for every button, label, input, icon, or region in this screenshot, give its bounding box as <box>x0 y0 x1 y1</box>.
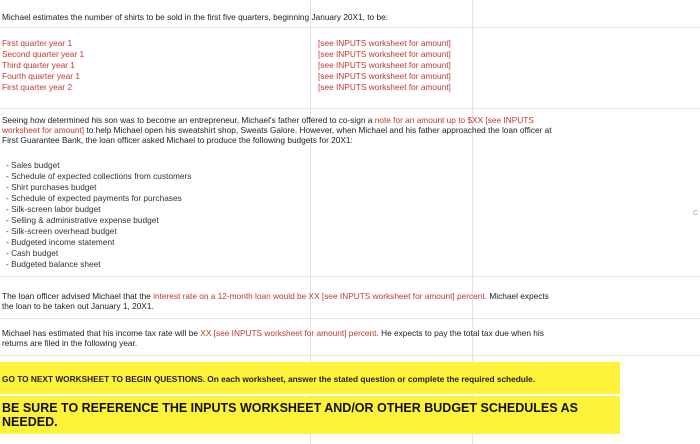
quarter-value[interactable]: [see INPUTS worksheet for amount] <box>318 60 451 70</box>
column-edge-mark: C <box>692 210 698 217</box>
tax-text: Michael has estimated that his income tax rate will be <box>2 328 201 338</box>
budget-list-item: - Schedule of expected payments for purchases <box>6 193 182 203</box>
interest-paragraph <box>2 291 622 311</box>
reference-notice: BE SURE TO REFERENCE THE INPUTS WORKSHEET AND/OR OTHER BUDGET SCHEDULES AS NEEDED. <box>2 401 578 429</box>
loan-amount-text: worksheet for amount] <box>2 125 85 135</box>
row-divider <box>0 27 700 28</box>
intro-text: Michael estimates the number of shirts to be sold in the first five quarters, beginning January 20X1, to be: <box>2 12 389 22</box>
loan-text: Seeing how determined his son was to become an entrepreneur, Michael's father offered to co-sign a <box>2 115 375 125</box>
budget-list-item: - Cash budget <box>6 248 59 258</box>
budget-list-item: - Budgeted balance sheet <box>6 259 101 269</box>
interest-text: The loan officer advised Michael that the <box>2 291 154 301</box>
loan-text: First Guarantee Bank, the loan officer asked Michael to produce the following budgets for 20X1: <box>2 135 353 145</box>
interest-text: Michael expects <box>487 291 549 301</box>
budget-list-item: - Schedule of expected collections from customers <box>6 171 192 181</box>
budget-list-item: - Selling & administrative expense budget <box>6 215 159 225</box>
next-worksheet-notice: GO TO NEXT WORKSHEET TO BEGIN QUESTIONS. On each worksheet, answer the stated question or complete the required schedule. <box>2 374 536 384</box>
row-divider <box>0 276 700 277</box>
row-divider <box>0 108 700 109</box>
budget-list-item: - Shirt purchases budget <box>6 182 97 192</box>
budget-list-item: - Silk-screen labor budget <box>6 204 101 214</box>
quarter-value[interactable]: [see INPUTS worksheet for amount] <box>318 82 451 92</box>
loan-text: to help Michael open his sweatshirt shop, Sweats Galore. However, when Michael and his father approached the loan officer at <box>84 125 552 135</box>
tax-rate-text: XX [see INPUTS worksheet for amount] percent. <box>200 328 379 338</box>
highlight-notice <box>0 396 620 434</box>
interest-text: the loan to be taken out January 1, 20X1. <box>2 301 154 311</box>
highlight-notice <box>0 362 620 394</box>
row-divider <box>0 355 700 356</box>
loan-paragraph <box>2 115 622 145</box>
budget-list-item: - Sales budget <box>6 160 60 170</box>
interest-rate-text: interest rate on a 12-month loan would be XX [see INPUTS worksheet for amount] percent. <box>153 291 488 301</box>
quarter-label: Fourth quarter year 1 <box>2 71 80 81</box>
tax-text: returns are filed in the following year. <box>2 338 138 348</box>
tax-paragraph <box>2 328 622 348</box>
quarter-value[interactable]: [see INPUTS worksheet for amount] <box>318 38 451 48</box>
quarter-label: Second quarter year 1 <box>2 49 85 59</box>
budget-list-item: - Budgeted income statement <box>6 237 115 247</box>
quarter-label: First quarter year 1 <box>2 38 73 48</box>
loan-amount-text: note for an amount up to $XX [see INPUTS <box>374 115 534 125</box>
row-divider <box>0 318 700 319</box>
quarter-label: First quarter year 2 <box>2 82 73 92</box>
quarter-label: Third quarter year 1 <box>2 60 75 70</box>
tax-text: He expects to pay the total tax due when his <box>378 328 544 338</box>
quarter-value[interactable]: [see INPUTS worksheet for amount] <box>318 49 451 59</box>
budget-list-item: - Silk-screen overhead budget <box>6 226 117 236</box>
quarter-value[interactable]: [see INPUTS worksheet for amount] <box>318 71 451 81</box>
